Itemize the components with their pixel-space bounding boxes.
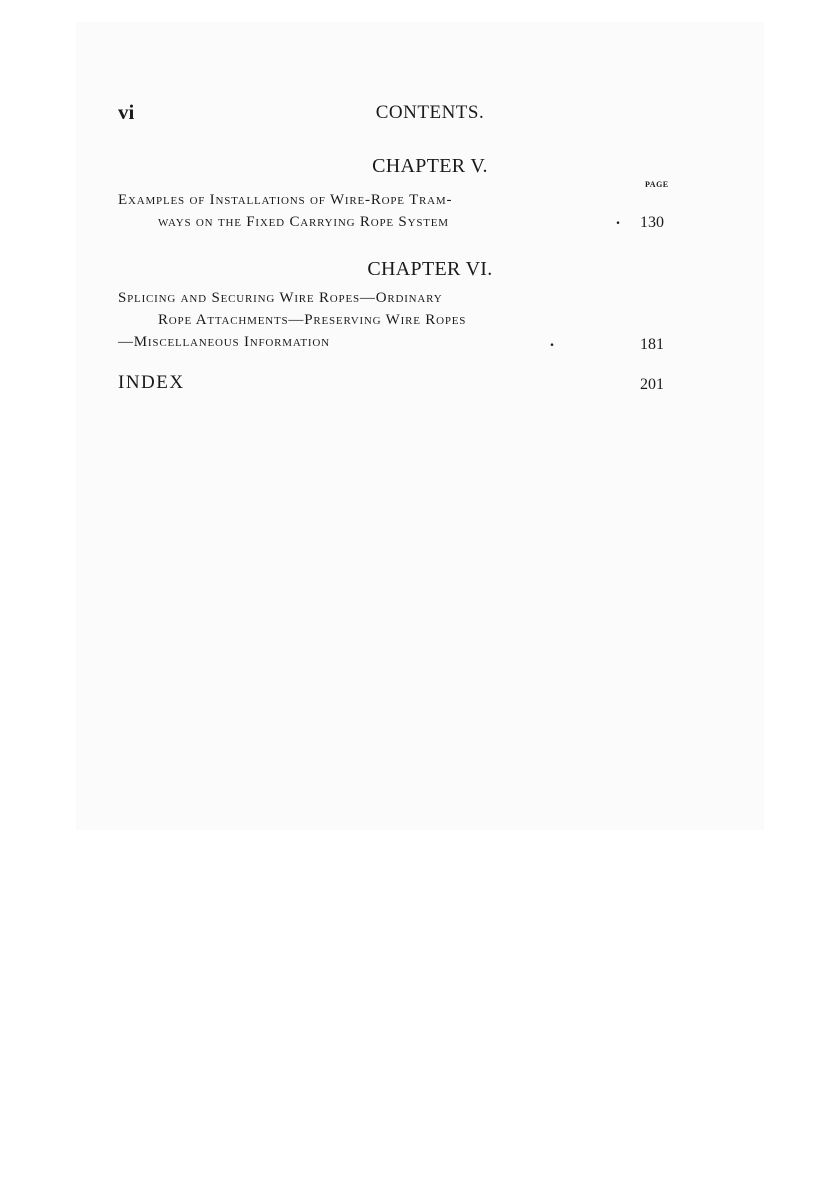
chapter-v-entry-line-2: ways on the Fixed Carrying Rope System: [158, 214, 449, 230]
page-folio: vi: [118, 100, 135, 124]
page-title: CONTENTS.: [375, 102, 485, 123]
chapter-vi-entry-line-1: Splicing and Securing Wire Ropes—Ordinary: [118, 290, 443, 306]
index-page-number: 201: [640, 376, 664, 393]
chapter-heading-v: CHAPTER V.: [372, 155, 488, 177]
chapter-v-leader: .: [616, 211, 620, 228]
chapter-v-entry-line-1: Examples of Installations of Wire-Rope Tram-: [118, 192, 453, 208]
chapter-vi-entry-line-3: —Miscellaneous Information: [118, 334, 330, 350]
index-label: INDEX: [118, 372, 185, 393]
chapter-vi-entry-line-2: Rope Attachments—Preserving Wire Ropes: [158, 312, 467, 328]
page-column-label: PAGE: [645, 180, 669, 189]
chapter-v-page-number: 130: [640, 214, 664, 231]
chapter-vi-page-number: 181: [640, 336, 664, 353]
scanned-page-area: [76, 22, 764, 830]
chapter-heading-vi: CHAPTER VI.: [367, 258, 493, 280]
chapter-vi-leader: .: [550, 333, 554, 350]
